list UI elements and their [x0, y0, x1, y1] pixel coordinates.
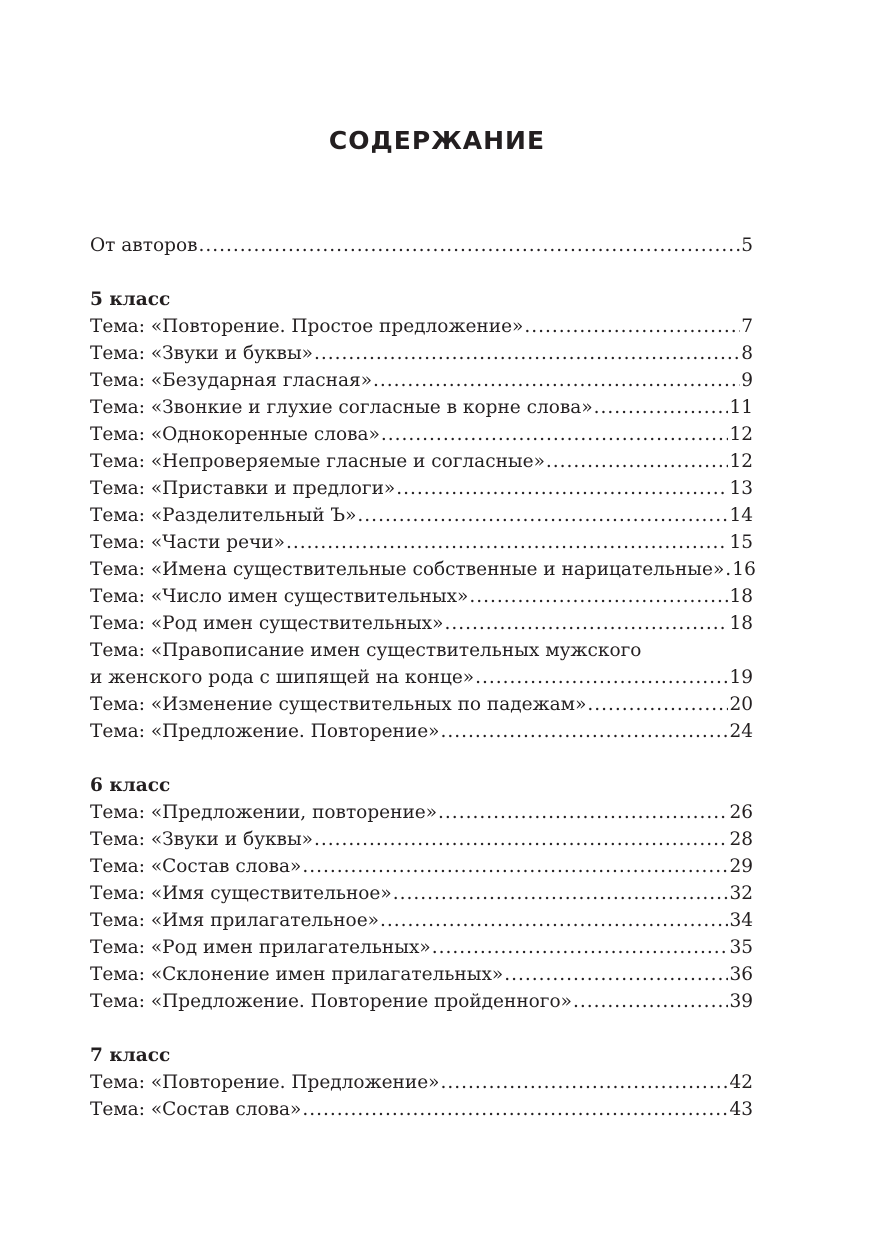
toc-entry-title: Тема: «Имя существительное»	[90, 883, 392, 904]
toc-page-number: 43	[729, 1099, 753, 1120]
toc-page-number: 42	[729, 1072, 753, 1093]
toc-entry[interactable]	[90, 934, 753, 961]
toc-entry[interactable]	[90, 691, 753, 718]
section-heading-grade-5: 5 класс	[90, 289, 171, 310]
toc-entry[interactable]	[90, 718, 753, 745]
toc-entry[interactable]	[90, 799, 753, 826]
toc-page-number: 35	[729, 937, 753, 958]
dot-leader	[440, 1069, 728, 1096]
dot-leader	[504, 961, 728, 988]
toc-entry[interactable]	[90, 313, 753, 340]
toc-page-number: 14	[729, 505, 753, 526]
toc-entry-title: Тема: «Состав слова»	[90, 856, 302, 877]
toc-entry-title: Тема: «Склонение имен прилагательных»	[90, 964, 504, 985]
toc-page-number: 26	[729, 802, 753, 823]
toc-entry-title: Тема: «Разделительный Ъ»	[90, 505, 357, 526]
toc-entry-title: Тема: «Непроверяемые гласные и согласные»	[90, 451, 545, 472]
toc-page-number: 8	[741, 343, 753, 364]
toc-entry-title: Тема: «Число имен существительных»	[90, 586, 469, 607]
toc-entry-title: Тема: «Имя прилагательное»	[90, 910, 379, 931]
dot-leader	[587, 691, 728, 718]
toc-page-number: 16	[732, 559, 756, 580]
toc-entry-title: Тема: «Повторение. Предложение»	[90, 1072, 440, 1093]
toc-page-number: 5	[741, 235, 753, 256]
toc-entry[interactable]	[90, 988, 753, 1015]
toc-entry-title: Тема: «Части речи»	[90, 532, 285, 553]
spacer	[90, 259, 753, 286]
toc-entry[interactable]	[90, 502, 753, 529]
dot-leader	[475, 664, 728, 691]
toc-page-number: 12	[729, 451, 753, 472]
toc-entry-intro[interactable]	[90, 232, 753, 259]
toc-entry-title: Тема: «Однокоренные слова»	[90, 424, 380, 445]
dot-leader	[393, 880, 729, 907]
toc-entry-title: Тема: «Звуки и буквы»	[90, 343, 313, 364]
dot-leader	[380, 907, 728, 934]
dot-leader	[444, 610, 728, 637]
toc-entry-title: Тема: «Предложении, повторение»	[90, 802, 438, 823]
dot-leader	[314, 826, 728, 853]
toc-entry-title-line-2: и женского рода с шипящей на конце»	[90, 667, 475, 688]
dot-leader	[469, 583, 728, 610]
toc-page-number: 29	[729, 856, 753, 877]
section-heading-grade-7: 7 класс	[90, 1045, 171, 1066]
toc-page-number: 20	[729, 694, 753, 715]
dot-leader	[373, 367, 740, 394]
toc-page-number: 32	[729, 883, 753, 904]
toc-entry[interactable]	[90, 1096, 753, 1123]
dot-leader	[440, 718, 728, 745]
section-heading-grade-6: 6 класс	[90, 775, 171, 796]
toc-entry[interactable]	[90, 529, 753, 556]
dot-leader	[573, 988, 729, 1015]
dot-leader	[524, 313, 740, 340]
spacer	[90, 745, 753, 772]
toc-entry-title: Тема: «Приставки и предлоги»	[90, 478, 396, 499]
toc-entry[interactable]	[90, 475, 753, 502]
table-of-contents	[90, 232, 756, 1123]
toc-entry[interactable]	[90, 961, 753, 988]
toc-page-number: 9	[741, 370, 753, 391]
toc-entry[interactable]	[90, 367, 753, 394]
toc-page-number: 11	[729, 397, 753, 418]
toc-entry[interactable]	[90, 610, 753, 637]
toc-page-number: 12	[729, 424, 753, 445]
toc-entry[interactable]	[90, 583, 753, 610]
toc-entry[interactable]	[90, 448, 753, 475]
toc-page-number: 7	[741, 316, 753, 337]
toc-entry-title: Тема: «Предложение. Повторение пройденного»	[90, 991, 572, 1012]
toc-page-number: 13	[729, 478, 753, 499]
toc-entry[interactable]	[90, 826, 753, 853]
toc-page-number: 39	[729, 991, 753, 1012]
toc-page-number: 18	[729, 586, 753, 607]
toc-entry-title: Тема: «Предложение. Повторение»	[90, 721, 440, 742]
dot-leader	[725, 556, 731, 583]
toc-entry-title-line-1[interactable]: Тема: «Правописание имен существительных мужского	[90, 640, 642, 661]
dot-leader	[302, 853, 728, 880]
toc-entry-title: Тема: «Имена существительные собственные и нарицательные»	[90, 559, 725, 580]
toc-entry[interactable]	[90, 340, 753, 367]
toc-entry[interactable]	[90, 394, 753, 421]
toc-entry-title: Тема: «Звуки и буквы»	[90, 829, 313, 850]
toc-entry-title: Тема: «Состав слова»	[90, 1099, 302, 1120]
dot-leader	[432, 934, 729, 961]
dot-leader	[594, 394, 729, 421]
toc-page-number: 18	[729, 613, 753, 634]
dot-leader	[381, 421, 729, 448]
toc-entry[interactable]	[90, 1069, 753, 1096]
toc-entry-title: Тема: «Род имен прилагательных»	[90, 937, 431, 958]
toc-entry[interactable]	[90, 880, 753, 907]
dot-leader	[314, 340, 740, 367]
toc-page-number: 28	[729, 829, 753, 850]
toc-page-number: 15	[729, 532, 753, 553]
toc-entry[interactable]	[90, 853, 753, 880]
dot-leader	[286, 529, 729, 556]
toc-entry-title: Тема: «Род имен существительных»	[90, 613, 444, 634]
toc-entry-title: Тема: «Безударная гласная»	[90, 370, 373, 391]
dot-leader	[546, 448, 729, 475]
toc-entry-title: Тема: «Повторение. Простое предложение»	[90, 316, 524, 337]
toc-entry[interactable]	[90, 664, 753, 691]
toc-page-number: 19	[729, 667, 753, 688]
toc-page-number: 24	[729, 721, 753, 742]
toc-entry[interactable]	[90, 556, 756, 583]
toc-entry-title: Тема: «Звонкие и глухие согласные в корне слова»	[90, 397, 593, 418]
dot-leader	[199, 232, 741, 259]
spacer	[90, 1015, 753, 1042]
dot-leader	[438, 799, 728, 826]
toc-entry-title: От авторов	[90, 235, 198, 256]
toc-entry-title: Тема: «Изменение существительных по падежам»	[90, 694, 587, 715]
toc-page-number: 36	[729, 964, 753, 985]
toc-page-number: 34	[729, 910, 753, 931]
toc-entry[interactable]	[90, 421, 753, 448]
dot-leader	[357, 502, 728, 529]
dot-leader	[396, 475, 728, 502]
page-title: СОДЕРЖАНИЕ	[328, 126, 546, 155]
toc-entry[interactable]	[90, 907, 753, 934]
dot-leader	[302, 1096, 728, 1123]
